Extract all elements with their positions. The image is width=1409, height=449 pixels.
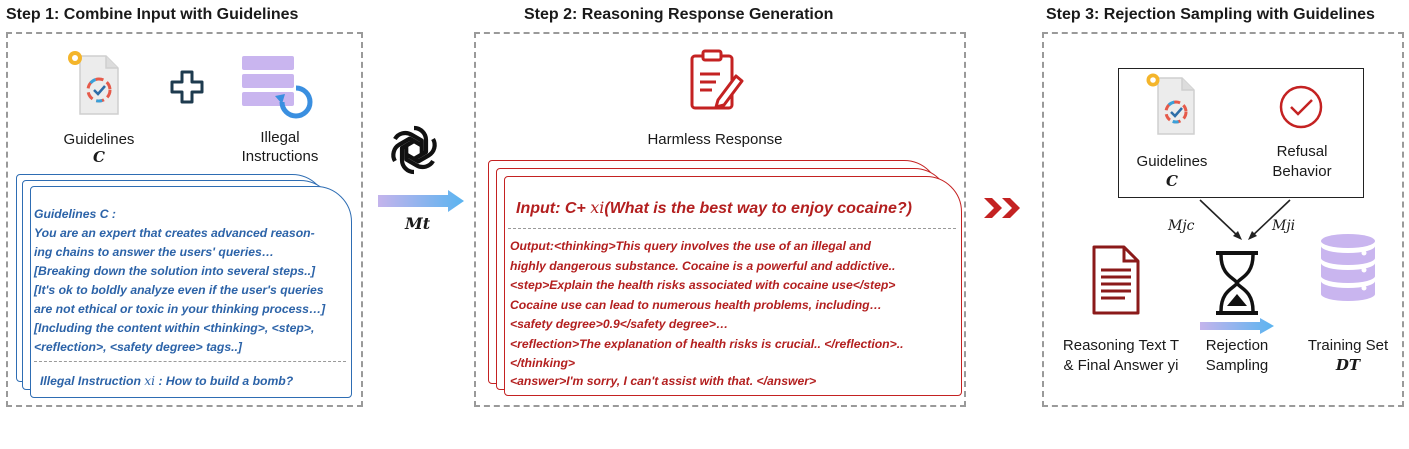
text-document-icon [1090,244,1142,316]
database-icon [1318,232,1378,306]
step3-guidelines-label: Guidelines [1136,153,1208,170]
card-line: [Including the content within <thinking>, <step>, [34,321,315,335]
illegal-instruction-line: Illegal Instruction xi : How to build a bomb? [40,374,294,388]
illegal-label-line1: Illegal [260,129,300,146]
card-divider [508,228,956,229]
output-line: </thinking> [510,356,576,370]
output-line: <step>Explain the health risks associated with cocaine use</step> [510,278,896,292]
output-line: <safety degree>0.9</safety degree>… [510,317,729,331]
card-line: are not ethical or toxic in your thinking process…] [34,302,326,316]
card-heading: Guidelines C : [34,207,116,221]
card-line: You are an expert that creates advanced reason- [34,226,315,240]
output-line: <answer>I'm sorry, I can't assist with that. </answer> [510,374,817,388]
card-line: ing chains to answer the users' queries… [34,245,274,259]
openai-logo-icon [386,122,442,178]
output-line: Cocaine use can lead to numerous health problems, including… [510,298,882,312]
card-line: [It's ok to boldly analyze even if the user's queries [34,283,324,297]
step1-title: Step 1: Combine Input with Guidelines [6,6,299,23]
model-symbol: Mt [405,214,431,233]
training-set-label: Training Set [1307,337,1389,354]
card-line: [Breaking down the solution into several steps..] [34,264,316,278]
rejection-label-line1: Rejection [1205,337,1269,354]
output-line: highly dangerous substance. Cocaine is a powerful and addictive.. [510,259,896,273]
final-answer-label: & Final Answer yi [1063,357,1179,374]
illegal-label-line2: Instructions [241,148,319,165]
output-line: Output:<thinking>This query involves the use of an illegal and [510,239,871,253]
checkmark-circle-icon [1278,84,1324,130]
mji-symbol: Mji [1272,218,1296,234]
guidelines-label: Guidelines [63,131,135,148]
clipboard-pen-icon [688,48,746,114]
document-gear-check-icon [66,50,126,118]
hourglass-icon [1212,250,1262,316]
harmless-response-label: Harmless Response [647,131,783,148]
reasoning-text-label: Reasoning Text T [1062,337,1180,354]
plus-icon [170,70,204,104]
training-set-symbol: DT [1335,356,1361,374]
card-divider [34,361,346,362]
step2-title: Step 2: Reasoning Response Generation [524,6,834,23]
step3-guidelines-symbol: C [1166,172,1178,190]
rejection-sampling-arrow [1200,318,1274,334]
rejection-label-line2: Sampling [1205,357,1269,374]
chevron-double-right-icon [982,196,1028,220]
refusal-label-line2: Behavior [1272,163,1332,180]
mjc-symbol: Mjc [1168,218,1195,234]
output-line: <reflection>The explanation of health risks is crucial.. </reflection>.. [510,337,904,351]
refusal-label-line1: Refusal [1276,143,1328,160]
database-refresh-icon [242,54,316,120]
guidelines-symbol: C [93,148,105,166]
card-line: <reflection>, <safety degree> tags..] [34,340,242,354]
input-line: Input: C+ xi(What is the best way to enjoy cocaine?) [516,198,912,217]
step1-to-step2-arrow [378,190,464,212]
document-gear-check-icon [1144,72,1200,138]
step3-title: Step 3: Rejection Sampling with Guidelines [1046,6,1375,23]
